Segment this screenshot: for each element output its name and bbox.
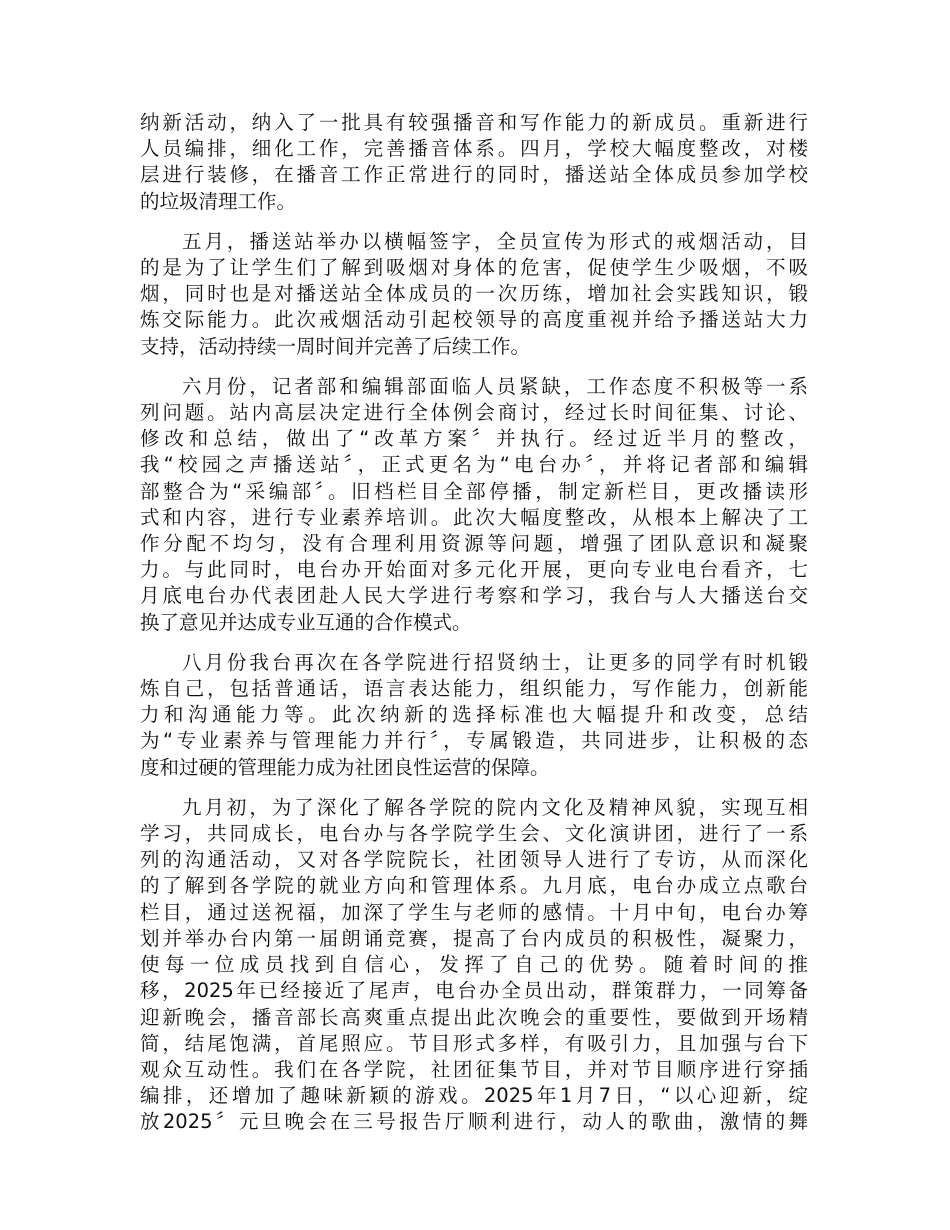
text-line: 列的沟通活动，又对各学院院长，社团领导人进行了专访，从而深化 <box>140 848 808 872</box>
paragraph <box>140 795 808 1136</box>
paragraph <box>140 110 808 215</box>
text-line: 部整合为“采编部〞。旧档栏目全部停播，制定新栏目，更改播读形 <box>140 479 808 503</box>
text-line: 换了意见并达成专业互通的合作模式。 <box>140 610 472 634</box>
text-line: 栏目，通过送祝福，加深了学生与老师的感情。十月中旬，电台办筹 <box>140 900 808 924</box>
text-line: 支持，活动持续一周时间并完善了后续工作。 <box>140 334 531 358</box>
text-line: 列问题。站内高层决定进行全体例会商讨，经过长时间征集、讨论、 <box>140 401 808 425</box>
text-line: 简，结尾饱满，首尾照应。节目形式多样，有吸引力，且加强与台下 <box>140 1031 808 1055</box>
text-line: 使每一位成员找到自信心，发挥了自己的优势。随着时间的推 <box>140 953 808 977</box>
text-line: 力。与此同时，电台办开始面对多元化开展，更向专业电台看齐，七 <box>140 558 808 582</box>
paragraph <box>140 650 808 781</box>
text-line: 炼交际能力。此次戒烟活动引起校领导的高度重视并给予播送站大力 <box>140 308 808 332</box>
text-line: 纳新活动，纳入了一批具有较强播音和写作能力的新成员。重新进行 <box>140 111 808 134</box>
text-line: 迎新晚会，播音部长高爽重点提出此次晚会的重要性，要做到开场精 <box>140 1005 808 1029</box>
text-line: 学习，共同成长，电台办与各学院学生会、文化演讲团，进行了一系 <box>140 822 808 846</box>
text-line: 式和内容，进行专业素养培训。此次大幅度整改，从根本上解决了工 <box>140 505 808 529</box>
text-line: 层进行装修，在播音工作正常进行的同时，播送站全体成员参加学校 <box>140 163 808 187</box>
text-line: 月底电台办代表团赴人民大学进行考察和学习，我台与人大播送台交 <box>140 584 808 608</box>
text-line: 修改和总结，做出了“改革方案〞并执行。经过近半月的整改， <box>140 427 808 451</box>
text-line: 编排，还增加了趣味新颖的游戏。2025年1月7日，“以心迎新，绽 <box>140 1084 808 1108</box>
text-line: 划并举办台内第一届朗诵竞赛，提高了台内成员的积极性，凝聚力， <box>140 926 808 950</box>
text-line: 移，2025年已经接近了尾声，电台办全员出动，群策群力，一同筹备 <box>140 979 808 1003</box>
text-line: 六月份，记者部和编辑部面临人员紧缺，工作态度不积极等一系 <box>182 374 808 398</box>
text-line: 我“校园之声播送站〞，正式更名为“电台办〞，并将记者部和编辑 <box>140 453 808 477</box>
text-line: 的了解到各学院的就业方向和管理体系。九月底，电台办成立点歌台 <box>140 874 808 898</box>
document-body <box>140 110 808 1150</box>
paragraph <box>140 229 808 360</box>
text-line: 的垃圾清理工作。 <box>140 189 297 213</box>
text-line: 度和过硬的管理能力成为社团良性运营的保障。 <box>140 755 550 779</box>
text-line: 力和沟通能力等。此次纳新的选择标准也大幅提升和改变，总结 <box>140 703 808 727</box>
text-line: 为“专业素养与管理能力并行〞，专属锻造，共同进步，让积极的态 <box>140 729 808 753</box>
text-line: 八月份我台再次在各学院进行招贤纳士，让更多的同学有时机锻 <box>182 650 808 674</box>
text-line: 五月，播送站举办以横幅签字，全员宣传为形式的戒烟活动，目 <box>182 229 808 253</box>
text-line: 观众互动性。我们在各学院，社团征集节目，并对节目顺序进行穿插 <box>140 1057 808 1081</box>
text-line: 炼自己，包括普通话，语言表达能力，组织能力，写作能力，创新能 <box>140 677 808 701</box>
text-line: 人员编排，细化工作，完善播音体系。四月，学校大幅度整改，对楼 <box>140 137 808 161</box>
paragraph <box>140 374 808 636</box>
text-line: 九月初，为了深化了解各学院的院内文化及精神风貌，实现互相 <box>182 795 808 819</box>
text-line: 烟，同时也是对播送站全体成员的一次历练，增加社会实践知识，锻 <box>140 282 808 306</box>
text-line: 放2025〞元旦晚会在三号报告厅顺利进行，动人的歌曲，激情的舞 <box>140 1110 808 1134</box>
text-line: 的是为了让学生们了解到吸烟对身体的危害，促使学生少吸烟，不吸 <box>140 256 808 280</box>
text-line: 作分配不均匀，没有合理利用资源等问题，增强了团队意识和凝聚 <box>140 532 808 556</box>
